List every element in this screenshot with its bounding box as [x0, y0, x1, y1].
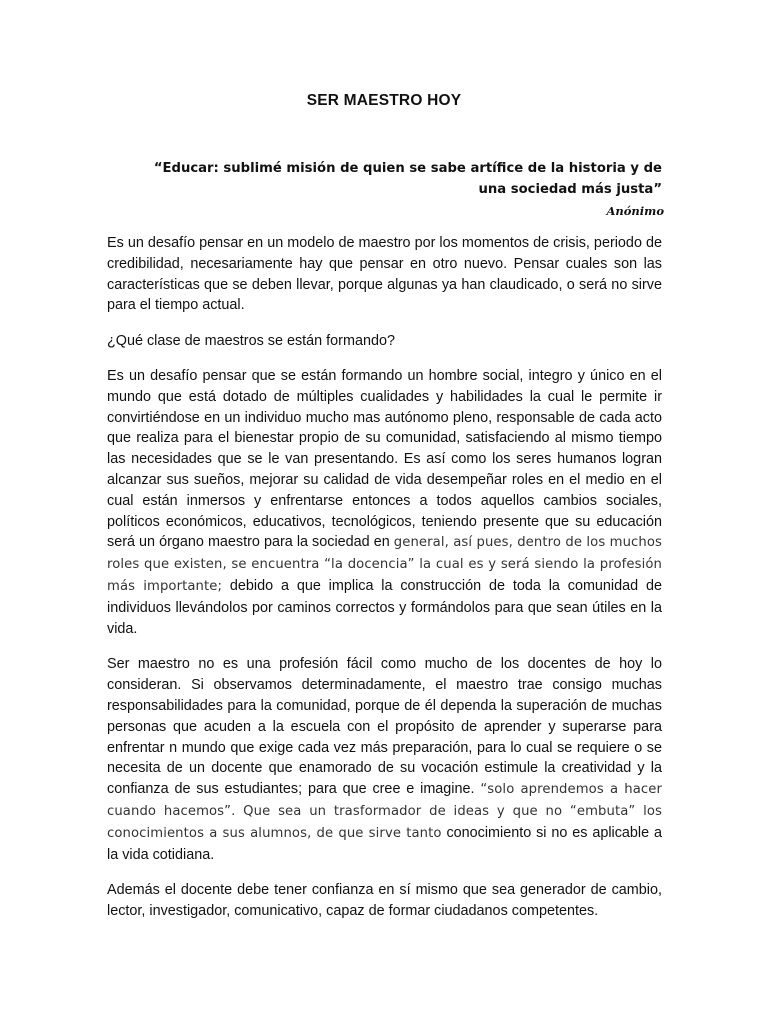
paragraph-4-part-a: Ser maestro no es una profesión fácil como mucho de los docentes de hoy lo consideran. Si observamos determinadamente, el maestro trae consigo muchas responsabilidades para la comunidad, porque de él dependa la superación de muchas personas que acuden a la escuela con el propósito de aprender y superarse para enfrentar n mundo que exige cada vez más preparación, para lo cual se requiere o se necesita de un docente que enamorado de su vocación estimule la creatividad y la confianza de sus estudiantes; para que cree e imagine.: [107, 656, 662, 798]
paragraph-4-part-b: “solo aprendemos a hacer cuando hacemos”. Que sea un trasformador de ideas y que no “embuta” los conocimientos a sus alumnos, de que sirve tanto: [107, 782, 662, 841]
document-body: [107, 233, 662, 937]
page-title: SER MAESTRO HOY: [306, 92, 462, 109]
paragraph-3-part-a: Es un desafío pensar que se están formando un hombre social, integro y único en el mundo que está dotado de múltiples cualidades y habilidades la cual le permite ir convirtiéndose en un individuo mucho mas autónomo pleno, responsable de cada acto que realiza para el bienestar propio de su comunidad, satisfaciendo al mismo tiempo las necesidades que se le van presentando. Es así como los seres humanos logran alcanzar sus sueños, mejorar su calidad de vida desempeñar roles en el medio en el cual están inmersos y enfrentarse entonces a todos aquellos cambios sociales, políticos económicos, educativos, tecnológicos, teniendo presente que su educación será un órgano maestro para la sociedad en: [107, 367, 662, 551]
paragraph-3-part-b: general, así pues, dentro de los muchos roles que existen, se encuentra “la docencia” la cual es y será siendo la profesión más importante;: [107, 535, 662, 594]
paragraph-1: Es un desafío pensar en un modelo de maestro por los momentos de crisis, periodo de credibilidad, necesariamente hay que pensar en otro nuevo. Pensar cuales son las características que se deben llevar, porque algunas ya han claudicado, o será no sirve para el tiempo actual.: [107, 235, 662, 314]
paragraph-5: Además el docente debe tener confianza en sí mismo que sea generador de cambio, lector, investigador, comunicativo, capaz de formar ciudadanos competentes.: [107, 882, 662, 920]
paragraph-4-part-c: conocimiento si no es aplicable a la vida cotidiana.: [107, 824, 662, 863]
epigraph-quote: “Educar: sublimé misión de quien se sabe artífice de la historia y de una sociedad más justa”: [153, 161, 662, 197]
paragraph-4: [107, 654, 662, 865]
epigraph-author: Anónimo: [606, 204, 664, 218]
paragraph-question: ¿Qué clase de maestros se están formando?: [107, 333, 395, 350]
paragraph-3: [107, 366, 662, 639]
paragraph-3-part-c: debido a que implica la construcción de toda la comunidad de individuos llevándolos por caminos correctos y formándolos para que sean útiles en la vida.: [107, 577, 662, 637]
